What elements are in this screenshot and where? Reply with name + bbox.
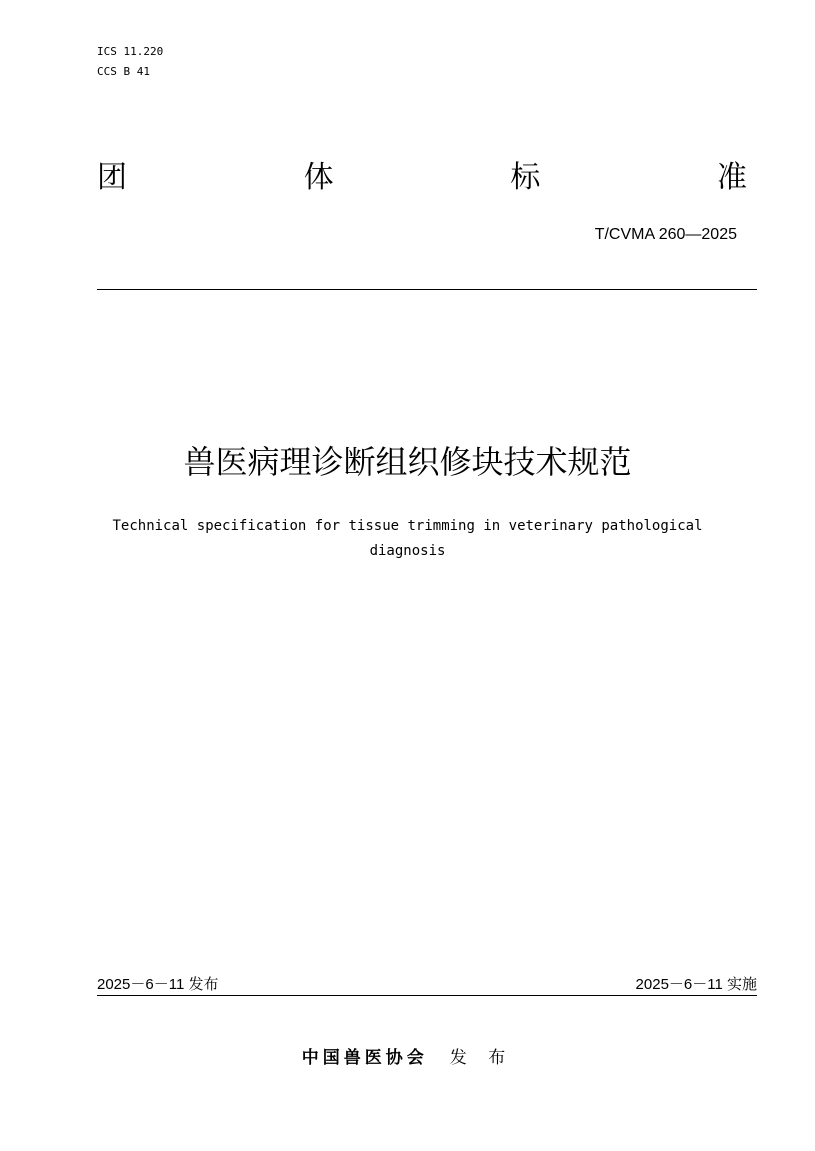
standard-type-char: 标 xyxy=(510,160,541,195)
chinese-title: 兽医病理诊断组织修块技术规范 xyxy=(183,443,632,481)
date-row xyxy=(97,974,757,996)
publisher-name: 中国兽医协会 xyxy=(301,1048,428,1068)
classification-codes xyxy=(97,42,163,82)
header-divider xyxy=(97,289,757,290)
standard-type-char: 体 xyxy=(303,160,334,195)
ics-code: ICS 11.220 xyxy=(97,45,164,58)
english-title-line: Technical specification for tissue trimming in veterinary pathological xyxy=(112,518,703,534)
implement-date: 2025－6－11 实施 xyxy=(635,976,757,993)
english-title xyxy=(60,514,755,564)
publisher-action: 发 布 xyxy=(449,1048,514,1068)
standard-type-char: 团 xyxy=(97,160,127,195)
standard-type-heading xyxy=(97,158,747,198)
publish-date: 2025－6－11 发布 xyxy=(97,976,219,993)
publisher-line xyxy=(0,1045,815,1071)
english-title-line: diagnosis xyxy=(369,543,446,559)
ccs-code: CCS B 41 xyxy=(97,65,150,78)
footer-divider xyxy=(97,995,757,996)
standard-type-char: 准 xyxy=(716,160,747,195)
standard-number: T/CVMA 260—2025 xyxy=(594,226,737,243)
